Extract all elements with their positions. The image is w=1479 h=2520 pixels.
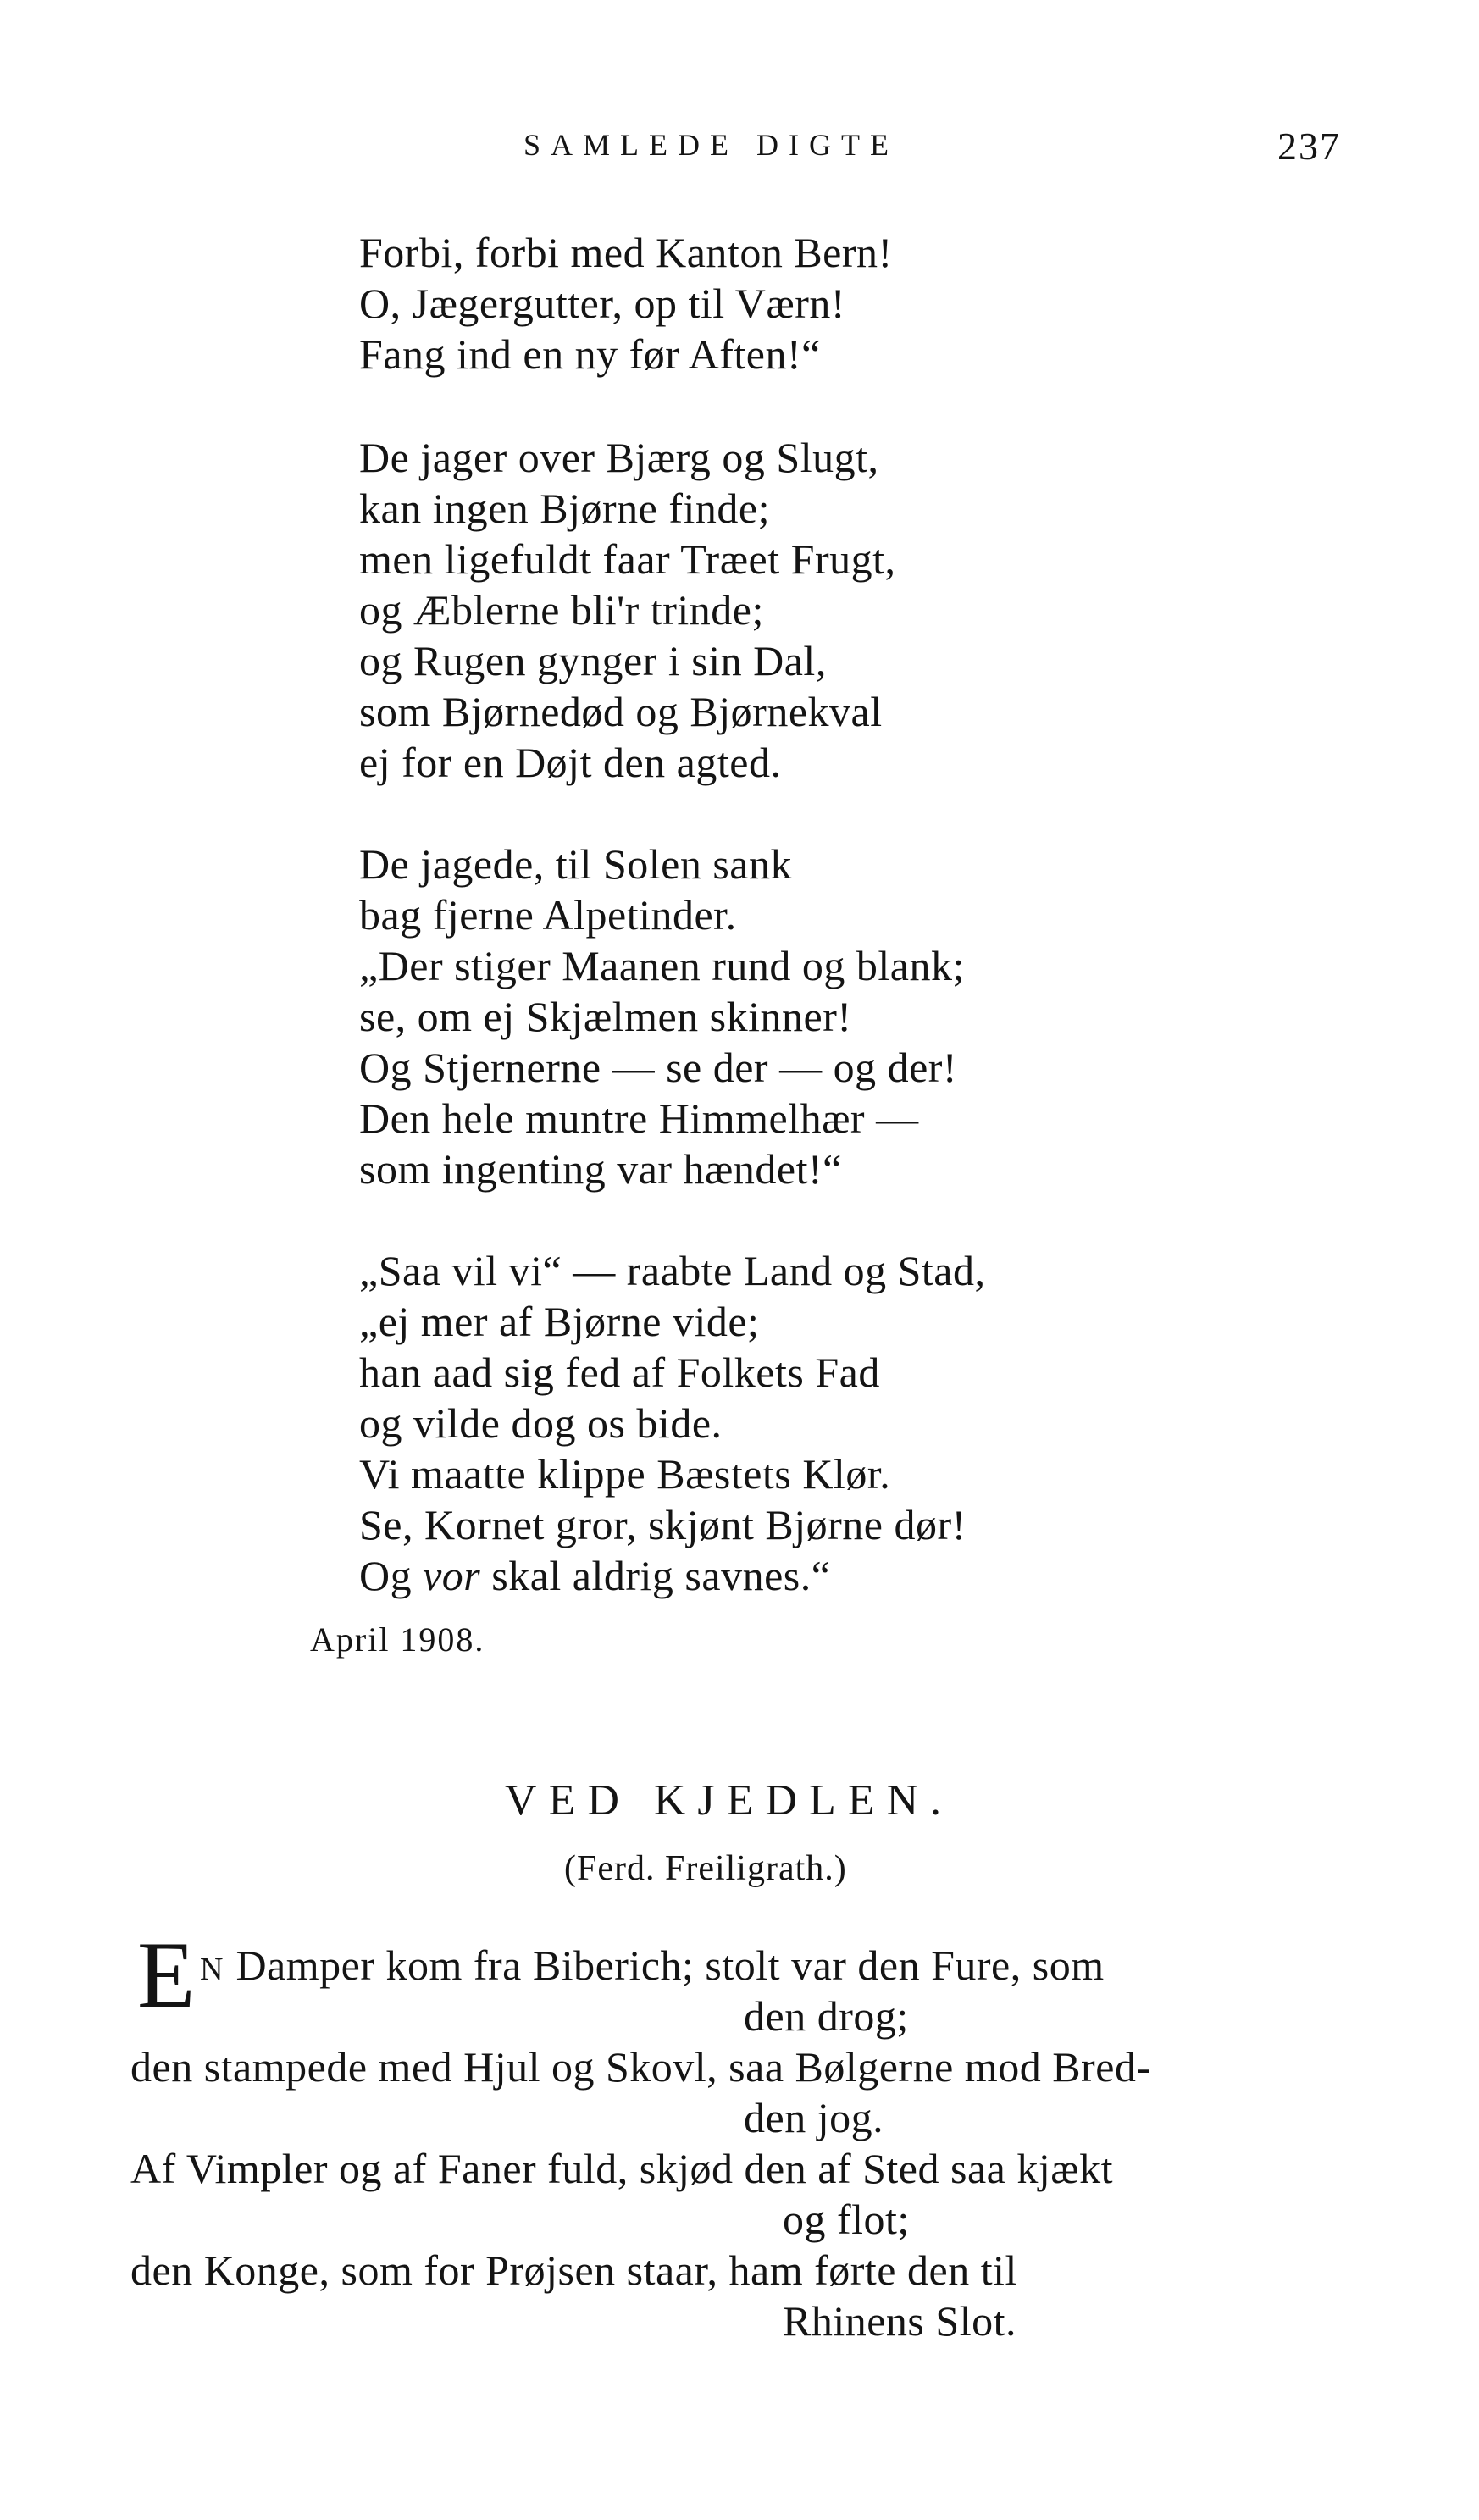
verse-line: den Konge, som for Prøjsen staar, ham førte den til [130,2246,1017,2294]
poem-line: Fang ind en ny før Aften!“ [359,330,821,378]
verse-line: og flot; [783,2196,910,2243]
poem-line: ej for en Døjt den agted. [359,739,782,786]
poem-line: og vilde dog os bide. [359,1399,723,1447]
poem-line: „Saa vil vi“ — raabte Land og Stad, [359,1247,986,1294]
poem-line: „Der stiger Maanen rund og blank; [359,942,965,989]
verse-line [200,1940,1105,1995]
verse-line: den drog; [744,1992,909,2040]
drop-cap: E [137,1923,196,2028]
poem-line: han aad sig fed af Folkets Fad [359,1349,880,1396]
poem-line: Se, Kornet gror, skjønt Bjørne dør! [359,1501,967,1548]
poem-line: som Bjørnedød og Bjørnekval [359,688,883,735]
verse-line: Af Vimpler og af Faner fuld, skjød den af Sted saa kjækt [130,2145,1113,2192]
poem-line: som ingenting var hændet!“ [359,1145,842,1193]
poem-line: Den hele muntre Himmelhær — [359,1094,919,1142]
poem-line: „ej mer af Bjørne vide; [359,1298,760,1345]
poem-last-line [359,1550,830,1601]
poem-line: kan ingen Bjørne finde; [359,485,770,532]
poem-date: April 1908. [310,1620,485,1659]
poem-line: bag fjerne Alpetinder. [359,891,737,939]
poem-subtitle: (Ferd. Freiligrath.) [564,1849,847,1888]
poem-line: Vi maatte klippe Bæstets Klør. [359,1450,891,1498]
line-start: Og [359,1552,424,1599]
verse-line: den stampede med Hjul og Skovl, saa Bølgerne mod Bred- [130,2043,1151,2091]
emphasized-word: vor [423,1552,481,1599]
verse-text: Damper kom fra Biberich; stolt var den Fure, som [224,1941,1105,1989]
verse-line: Rhinens Slot. [783,2297,1016,2345]
running-title: SAMLEDE DIGTE [523,128,899,162]
page-number: 237 [1277,125,1341,168]
verse-line: den jog. [744,2094,884,2141]
poem-line: og Rugen gynger i sin Dal, [359,637,827,684]
poem-line: men ligefuldt faar Træet Frugt, [359,535,896,583]
poem-line: se, om ej Skjælmen skinner! [359,993,852,1040]
poem-title: VED KJEDLEN. [505,1776,954,1825]
poem-line: De jagede, til Solen sank [359,840,792,888]
poem-line: Forbi, forbi med Kanton Bern! [359,229,893,276]
small-cap-letter: N [200,1952,225,1987]
poem-line: O, Jægergutter, op til Værn! [359,280,846,327]
line-end: skal aldrig savnes.“ [480,1552,831,1599]
poem-line: og Æblerne bli'r trinde; [359,586,764,634]
poem-line: Og Stjernerne — se der — og der! [359,1044,958,1091]
poem-line: De jager over Bjærg og Slugt, [359,434,879,481]
